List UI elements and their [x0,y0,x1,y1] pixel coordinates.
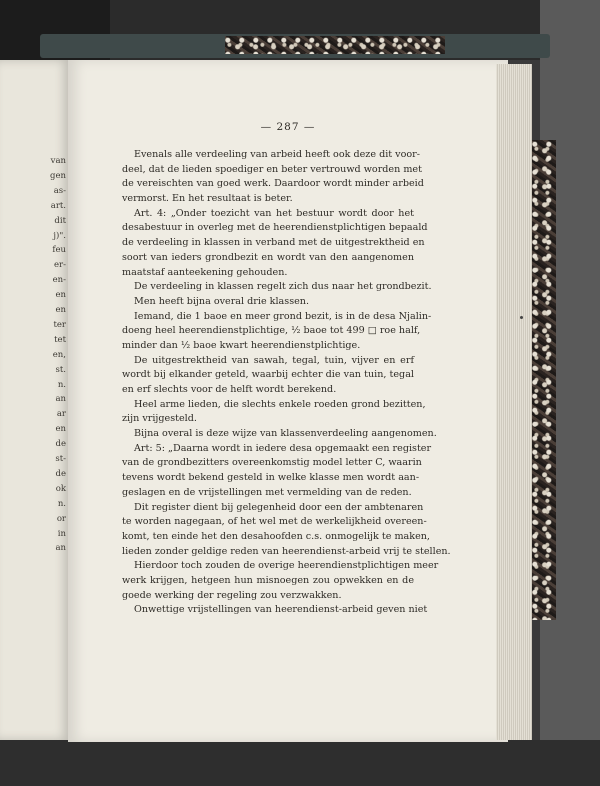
text-line: doeng heel heerendienstplichtige, ½ baoe tot 499 □ roe half, [122,325,421,337]
left-page-fragment: tet [54,334,66,345]
text-line: Heel arme lieden, die slechts enkele roeden grond bezitten, [134,398,426,410]
background-bottom [0,740,600,786]
text-line: Onwettige vrijstellingen van heerendienst-arbeid geven niet [134,604,428,616]
text-line: Iemand, die 1 baoe en meer grond bezit, is in de desa Njalin- [134,310,432,322]
left-page-fragment: n. [57,379,66,390]
text-line: de verdeeling in klassen in verband met de uitgestrektheid en [122,237,425,249]
left-page-fragment: as- [53,185,66,196]
text-line: De verdeeling in klassen regelt zich dus naar het grondbezit. [134,281,432,293]
text-line: Hierdoor toch zouden de overige heerendienstplichtigen meer [134,560,439,572]
text-line: zijn vrijgesteld. [122,413,197,425]
left-page-fragment: van [50,156,66,166]
text-line: vermorst. En het resultaat is beter. [122,193,293,205]
text-line: de vereischten van goed werk. Daardoor wordt minder arbeid [122,178,424,190]
left-page-fragment: ok [55,483,66,494]
page-number: — 287 — [260,121,316,133]
text-line: wordt bij elkander geteld, waarbij echter die van tuin, tegal [122,369,414,381]
text-line: minder dan ½ baoe kwart heerendienstplichtige. [122,339,361,351]
text-line: Men heeft bijna overal drie klassen. [134,295,310,307]
text-line: deel, dat de lieden spoediger en beter vertrouwd worden met [122,163,422,175]
left-page-fragment: n. [57,498,66,509]
text-line: geslagen en de vrijstellingen met vermelding van de reden. [122,486,412,498]
left-page-fragment: art. [50,200,66,211]
left-page-fragment: ar [56,409,66,420]
text-line: Art: 5: „Daarna wordt in iedere desa opgemaakt een register [134,442,432,454]
text-line: komt, ten einde het den desahoofden c.s. onmogelijk te maken, [122,530,430,542]
text-line: goede werking der regeling zou verzwakken. [122,589,342,601]
text-line: werk krijgen, hetgeen hun misnoegen zou opwekken en de [122,574,414,586]
page-mark [520,316,523,319]
text-line: te worden nagegaan, of het wel met de werkelijkheid overeen- [122,516,427,528]
left-page-fragment: en [55,424,66,435]
body-text [122,148,451,618]
left-page-fragment: en- [52,275,66,286]
left-page-fragment: de [55,439,66,450]
left-page-fragment: er- [54,260,66,271]
text-line: soort van ieders grondbezit en wordt van den aangenomen [122,251,414,263]
left-page-fragment: an [55,394,66,405]
left-page-fragment: or [56,513,66,524]
text-line: desabestuur in overleg met de heerendienstplichtigen bepaald [122,222,428,234]
marbled-endpaper-right [532,140,556,620]
left-page-fragment: gen [50,170,66,181]
text-line: De uitgestrektheid van sawah, tegal, tuin, vijver en erf [134,354,414,366]
left-page-fragment: en [55,305,66,315]
text-line: Art. 4: „Onder toezicht van het bestuur wordt door het [134,207,414,219]
left-page-fragment: en, [52,349,66,360]
left-page-fragment: in [57,528,66,539]
left-page-fragment: dit [54,215,66,226]
text-line: tevens wordt bekend gesteld in welke klasse men wordt aan- [122,472,420,484]
text-line: en erf slechts voor de helft wordt berekend. [122,384,337,395]
left-page [0,60,70,740]
text-line: lieden zonder geldige reden van heerendienst-arbeid vrij te stellen. [122,545,451,557]
left-page-fragment: j)". [53,230,66,241]
left-page-fragment: st. [55,364,66,375]
text-line: Dit register dient bij gelegenheid door een der ambtenaren [134,501,424,513]
text-line: Evenals alle verdeeling van arbeid heeft ook deze dit voor- [134,149,420,160]
text-line: Bijna overal is deze wijze van klassenverdeeling aangenomen. [134,428,437,440]
left-page-fragment: en [55,290,66,301]
left-page-fragment: an [55,543,66,554]
left-page-fragment: st- [55,454,66,464]
text-line: van de grondbezitters overeenkomstig model letter C, waarin [122,457,422,469]
text-line: maatstaf aanteekening gehouden. [122,266,288,278]
left-page-fragment: ter [53,319,66,330]
left-page-fragment: de [55,468,66,479]
left-page-fragment: feu [52,245,66,256]
page-edges [496,64,532,740]
marbled-endpaper-top [225,36,445,54]
